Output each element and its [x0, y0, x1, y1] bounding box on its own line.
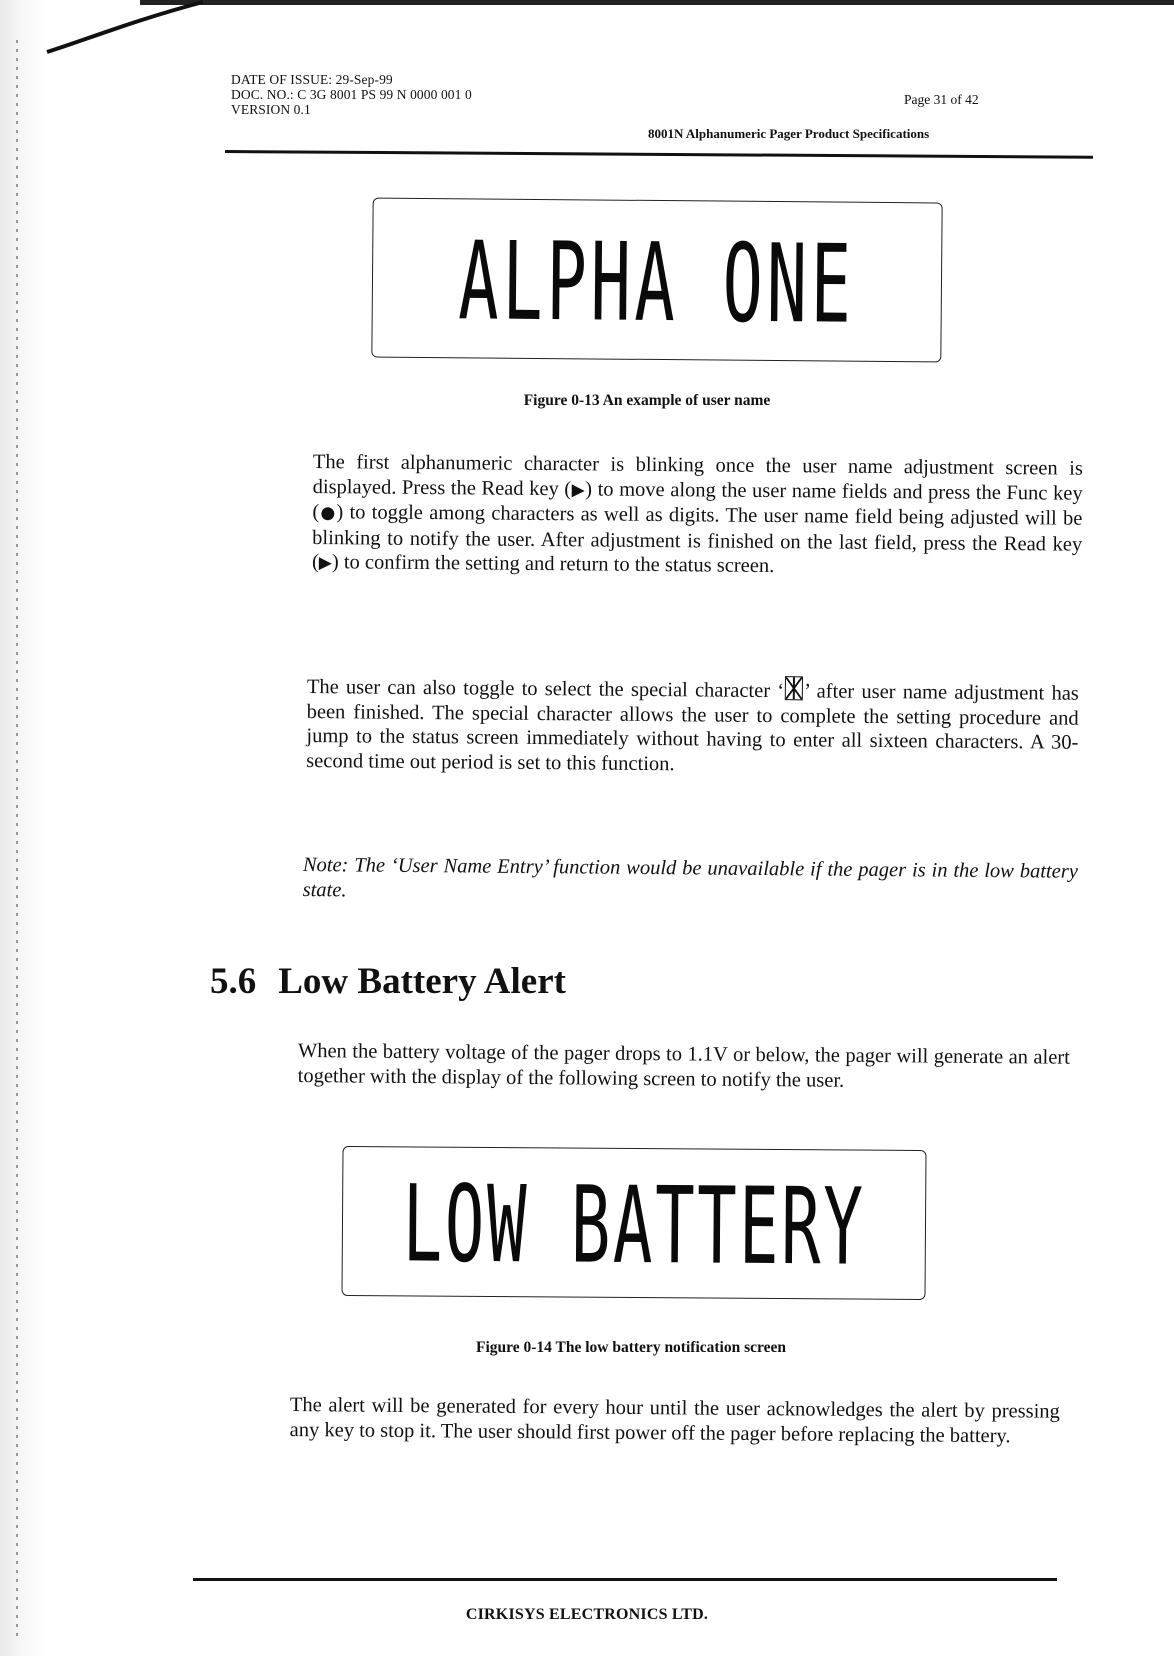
special-character-icon	[785, 676, 803, 700]
scan-corner-fold	[45, 0, 205, 55]
figure-caption: Figure 0-13 An example of user name	[523, 392, 771, 409]
play-icon: ▶	[571, 479, 586, 500]
date-of-issue: DATE OF ISSUE: 29-Sep-99	[231, 72, 393, 87]
dot-icon: ●	[319, 503, 337, 524]
note-text: Note: The ‘User Name Entry’ function would be unavailable if the pager is in the low battery state.	[302, 853, 1078, 901]
section-heading	[210, 960, 566, 1003]
lcd-display-user-name	[371, 198, 942, 363]
document-number: DOC. NO.: C 3G 8001 PS 99 N 0000 001 0	[231, 87, 472, 102]
page-number: Page 31 of 42	[904, 92, 979, 107]
lcd-display-text: LOW BATTERY	[402, 1161, 866, 1289]
lcd-display-text: ALPHA ONE	[458, 218, 856, 348]
paragraph-special-character: The user can also toggle to select the special character ‘ ’ after user name adjustment has been finished. The special character allows the user to complete the setting procedure and jump to the status screen immediately without having to enter all sixteen characters. A 30-second time out period is set to this function.	[306, 675, 1079, 775]
document-version: VERSION 0.1	[231, 102, 311, 117]
scan-margin-artifact	[16, 40, 18, 1640]
lcd-display-low-battery	[341, 1146, 926, 1300]
footer-divider	[193, 1578, 1057, 1581]
scan-margin-shadow	[0, 0, 46, 1656]
play-icon: ▶	[318, 553, 333, 574]
scan-top-edge	[140, 0, 1174, 5]
document-header-info	[231, 72, 472, 117]
figure-caption: Figure 0-14 The low battery notification screen	[476, 1339, 786, 1356]
section-title: Low Battery Alert	[278, 961, 566, 1002]
section-number: 5.6	[210, 961, 257, 1002]
paragraph-low-battery-intro: When the battery voltage of the pager drops to 1.1V or below, the pager will generate an alert together with the display of the following screen to notify the user.	[297, 1040, 1070, 1092]
footer-company: CIRKISYS ELECTRONICS LTD.	[465, 1606, 709, 1623]
paragraph-low-battery-alert: The alert will be generated for every hour until the user acknowledges the alert by pressing any key to stop it. The user should first power off the pager before replacing the battery.	[289, 1394, 1060, 1447]
header-divider	[225, 150, 1093, 159]
document-title: 8001N Alphanumeric Pager Product Specifications	[648, 126, 930, 141]
paragraph-user-name-adjustment: The first alphanumeric character is blinking once the user name adjustment screen is displayed. Press the Read key (▶) to move along the user name fields and press the Func key (●) to toggle among characters as well as digits. The user name field being adjusted will be blinking to notify the user. After adjustment is finished on the last field, press the Read key (▶) to confirm the setting and return to the status screen.	[311, 450, 1083, 578]
